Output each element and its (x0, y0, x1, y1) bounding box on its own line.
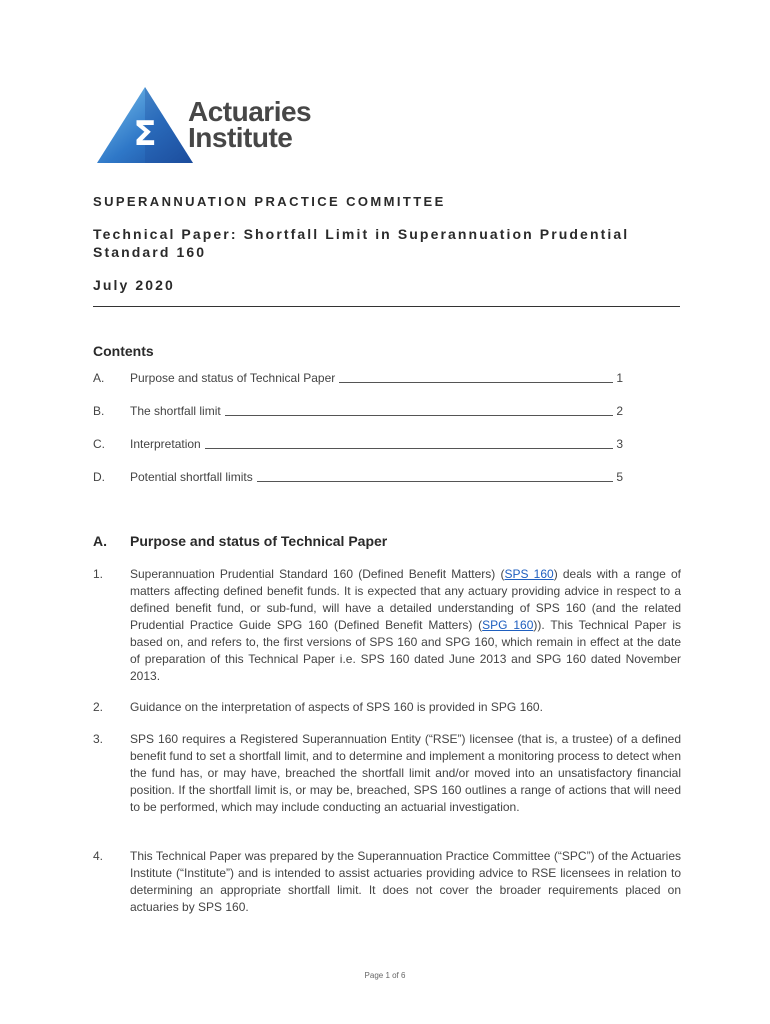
contents-heading: Contents (93, 343, 154, 359)
paragraph-text-part: ) deals with a range of matters affecting defined benefit funds. It is expected that any actuary providing advice in respect to a defined benefit fund, or sub-fund, will have a detailed understanding of SPS 160 (and the related Prudential Practice Guide SPG 160 (Defined Benefit Matters) ( (130, 567, 681, 632)
toc-page: 1 (616, 371, 623, 385)
logo-line-1: Actuaries (188, 96, 312, 127)
paper-date: July 2020 (93, 277, 175, 293)
section-letter: A. (93, 533, 107, 549)
sigma-triangle-icon (95, 85, 195, 165)
paragraph-text: Guidance on the interpretation of aspects of SPS 160 is provided in SPG 160. (130, 700, 543, 714)
toc-letter: D. (93, 470, 105, 484)
paragraph-text-part: Superannuation Prudential Standard 160 (Defined Benefit Matters) ( (130, 567, 505, 581)
toc-text: The shortfall limit (130, 404, 225, 418)
page-footer: Page 1 of 6 (364, 971, 406, 980)
paragraph-number: 2. (93, 700, 104, 714)
spg-160-link[interactable]: SPG 160 (482, 618, 534, 632)
paragraph-number: 4. (93, 849, 104, 863)
header-divider (93, 306, 680, 307)
paper-title: Technical Paper: Shortfall Limit in Superannuation Prudential Standard 160 (93, 226, 630, 260)
numbered-paragraph (93, 699, 681, 719)
paragraph-text (130, 566, 681, 685)
toc-entry[interactable] (93, 371, 623, 387)
paragraph-text: This Technical Paper was prepared by the Superannuation Practice Committee (“SPC”) of the Actuaries Institute (“Institute”) and is intended to assist actuaries providing advice to RSE licensees in relation to determining an appropriate shortfall limit. It does not cover the broader requirements placed on actuaries by SPS 160. (130, 849, 681, 914)
toc-letter: A. (93, 371, 105, 385)
committee-name: SUPERANNUATION PRACTICE COMMITTEE (93, 194, 446, 209)
paragraph-text: SPS 160 requires a Registered Superannuation Entity (“RSE”) licensee (that is, a trustee) of a defined benefit fund to set a shortfall limit, and to determine and implement a monitoring process to detect when the fund has, or may have, breached the shortfall limit and/or moved into an unsatisfactory financial position. If the shortfall limit is, or may be, breached, SPS 160 outlines a range of actions that will need to be performed, which may include conducting an actuarial investigation. (130, 732, 681, 814)
paragraph-text-part: )). This Technical Paper is based on, and refers to, the first versions of SPS 160 and SPG 160, which remain in effect at the date of preparation of this Technical Paper i.e. SPS 160 dated June 2013 and SPG 160 dated November 2013. (130, 618, 681, 683)
toc-text: Interpretation (130, 437, 205, 451)
toc-page: 5 (616, 470, 623, 484)
toc-letter: C. (93, 437, 105, 451)
logo-line-2: Institute (188, 122, 293, 153)
numbered-paragraph (93, 566, 681, 686)
toc-letter: B. (93, 404, 105, 418)
toc-page: 3 (616, 437, 623, 451)
numbered-paragraph (93, 731, 681, 836)
toc-page: 2 (616, 404, 623, 418)
numbered-paragraph (93, 848, 681, 918)
toc-entry[interactable] (93, 404, 623, 420)
actuaries-institute-logo (95, 85, 345, 165)
sigma-symbol: Σ (133, 114, 157, 154)
paragraph-number: 1. (93, 567, 104, 581)
sps-160-link[interactable]: SPS 160 (504, 567, 554, 581)
toc-entry[interactable] (93, 470, 623, 486)
section-heading: Purpose and status of Technical Paper (130, 533, 388, 549)
paragraph-number: 3. (93, 732, 104, 746)
toc-text: Potential shortfall limits (130, 470, 257, 484)
toc-text: Purpose and status of Technical Paper (130, 371, 339, 385)
toc-entry[interactable] (93, 437, 623, 453)
